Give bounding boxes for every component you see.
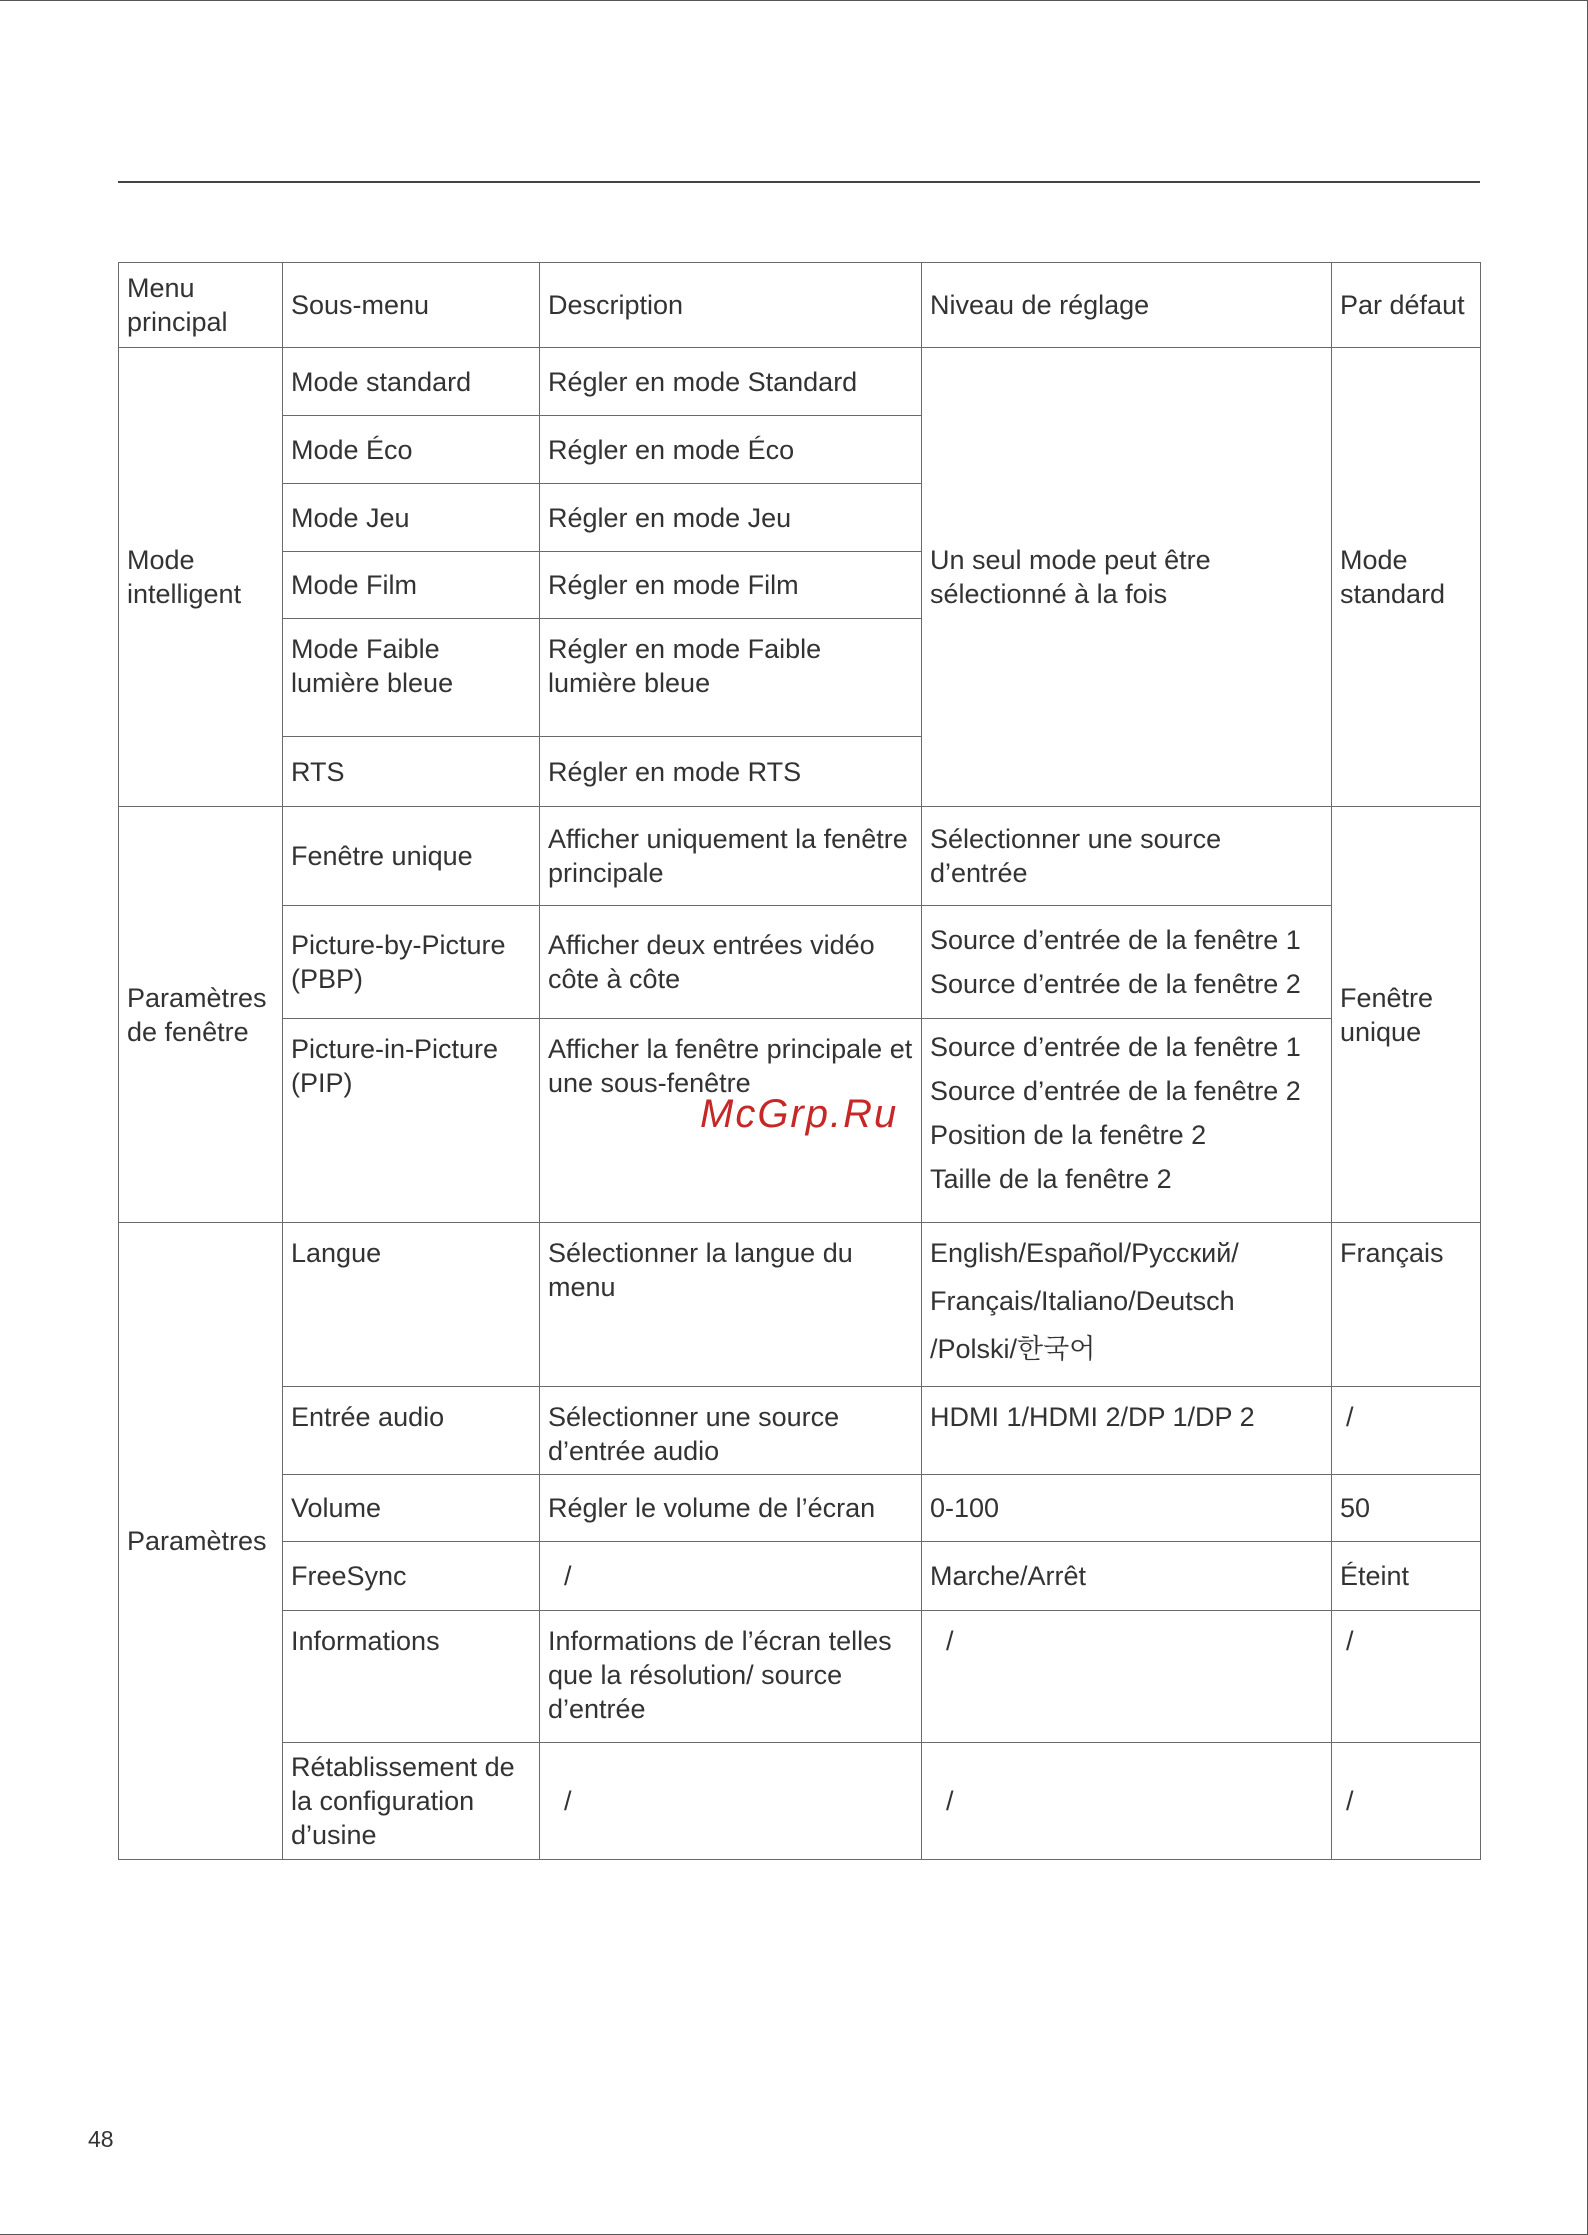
description-cell: Afficher la fenêtre principale et une sous-fenêtre xyxy=(540,1019,922,1223)
table-row xyxy=(119,1542,1481,1611)
description-cell: / xyxy=(540,1743,922,1860)
table-row xyxy=(119,1611,1481,1743)
description-cell: Régler le volume de l’écran xyxy=(540,1475,922,1542)
submenu-cell: Fenêtre unique xyxy=(283,807,540,906)
niveau-cell xyxy=(922,1387,1332,1475)
header-menu-principal: Menu principal xyxy=(119,263,283,348)
table-row xyxy=(119,348,1481,416)
table-row xyxy=(119,1743,1481,1860)
menu-parametres: Paramètres xyxy=(119,1223,283,1860)
table-row xyxy=(119,1223,1481,1387)
defaut-cell: Français xyxy=(1332,1223,1481,1387)
submenu-cell: Picture-by-Picture (PBP) xyxy=(283,906,540,1019)
description-cell: Régler en mode Film xyxy=(540,552,922,619)
niveau-line: HDMI 1/HDMI 2/DP 1/DP 2 xyxy=(930,1402,1255,1432)
defaut-cell: / xyxy=(1332,1743,1481,1860)
submenu-cell: Picture-in-Picture (PIP) xyxy=(283,1019,540,1223)
description-cell: Sélectionner une source d’entrée audio xyxy=(540,1387,922,1475)
description-cell: Régler en mode RTS xyxy=(540,737,922,807)
description-cell: Informations de l’écran telles que la résolution/ source d’entrée xyxy=(540,1611,922,1743)
table-header-row xyxy=(119,263,1481,348)
defaut-cell: 50 xyxy=(1332,1475,1481,1542)
submenu-cell: RTS xyxy=(283,737,540,807)
niveau-line: Source d’entrée de la fenêtre 2 xyxy=(930,969,1301,999)
table-row xyxy=(119,1387,1481,1475)
niveau-line: 0-100 xyxy=(930,1493,1000,1523)
table-row xyxy=(119,906,1481,1019)
description-cell: Régler en mode Jeu xyxy=(540,484,922,552)
submenu-cell: Informations xyxy=(283,1611,540,1743)
niveau-cell xyxy=(922,1611,1332,1743)
niveau-line: Taille de la fenêtre 2 xyxy=(930,1164,1172,1194)
niveau-line: English/Español/Русский/ xyxy=(930,1238,1239,1268)
description-cell: / xyxy=(540,1542,922,1611)
top-rule xyxy=(118,181,1480,183)
header-description: Description xyxy=(540,263,922,348)
niveau-cell xyxy=(922,1475,1332,1542)
header-niveau: Niveau de réglage xyxy=(922,263,1332,348)
niveau-line: Source d’entrée de la fenêtre 1 xyxy=(930,1032,1301,1062)
defaut-cell: / xyxy=(1332,1387,1481,1475)
description-cell: Régler en mode Éco xyxy=(540,416,922,484)
niveau-line: Marche/Arrêt xyxy=(930,1561,1087,1591)
niveau-line: / xyxy=(946,1626,954,1656)
description-cell: Afficher deux entrées vidéo côte à côte xyxy=(540,906,922,1019)
niveau-line: Position de la fenêtre 2 xyxy=(930,1120,1207,1150)
submenu-cell: Mode Éco xyxy=(283,416,540,484)
description-cell: Régler en mode Standard xyxy=(540,348,922,416)
niveau-line: / xyxy=(946,1786,954,1816)
niveau-cell xyxy=(922,1019,1332,1223)
defaut-cell: / xyxy=(1332,1611,1481,1743)
niveau-line: Source d’entrée de la fenêtre 2 xyxy=(930,1076,1301,1106)
niveau-line: Sélectionner une source d’entrée xyxy=(930,824,1222,888)
defaut-parametres-fenetre: Fenêtre unique xyxy=(1332,807,1481,1223)
niveau-cell xyxy=(922,1542,1332,1611)
submenu-cell: Mode Jeu xyxy=(283,484,540,552)
submenu-cell: FreeSync xyxy=(283,1542,540,1611)
menu-mode-intelligent: Mode intelligent xyxy=(119,348,283,807)
settings-table xyxy=(118,262,1481,1860)
page-number: 48 xyxy=(88,2126,114,2152)
submenu-cell: Volume xyxy=(283,1475,540,1542)
description-cell: Régler en mode Faible lumière bleue xyxy=(540,619,922,737)
menu-parametres-fenetre: Paramètres de fenêtre xyxy=(119,807,283,1223)
header-sous-menu: Sous-menu xyxy=(283,263,540,348)
submenu-cell: Rétablissement de la configuration d’usine xyxy=(283,1743,540,1860)
niveau-mode-intelligent: Un seul mode peut être sélectionné à la fois xyxy=(922,348,1332,807)
submenu-cell: Langue xyxy=(283,1223,540,1387)
defaut-mode-intelligent: Mode standard xyxy=(1332,348,1481,807)
niveau-cell xyxy=(922,1743,1332,1860)
table-row xyxy=(119,1475,1481,1542)
table-row xyxy=(119,807,1481,906)
submenu-cell: Mode standard xyxy=(283,348,540,416)
submenu-cell: Entrée audio xyxy=(283,1387,540,1475)
description-cell: Afficher uniquement la fenêtre principale xyxy=(540,807,922,906)
defaut-cell: Éteint xyxy=(1332,1542,1481,1611)
niveau-cell xyxy=(922,807,1332,906)
niveau-cell xyxy=(922,906,1332,1019)
submenu-cell: Mode Faible lumière bleue xyxy=(283,619,540,737)
submenu-cell: Mode Film xyxy=(283,552,540,619)
description-cell: Sélectionner la langue du menu xyxy=(540,1223,922,1387)
niveau-line: Français/Italiano/Deutsch xyxy=(930,1286,1235,1316)
niveau-line: Source d’entrée de la fenêtre 1 xyxy=(930,925,1301,955)
niveau-cell xyxy=(922,1223,1332,1387)
header-defaut: Par défaut xyxy=(1332,263,1481,348)
watermark: McGrp.Ru xyxy=(700,1092,899,1136)
niveau-line: /Polski/한국어 xyxy=(930,1334,1096,1364)
